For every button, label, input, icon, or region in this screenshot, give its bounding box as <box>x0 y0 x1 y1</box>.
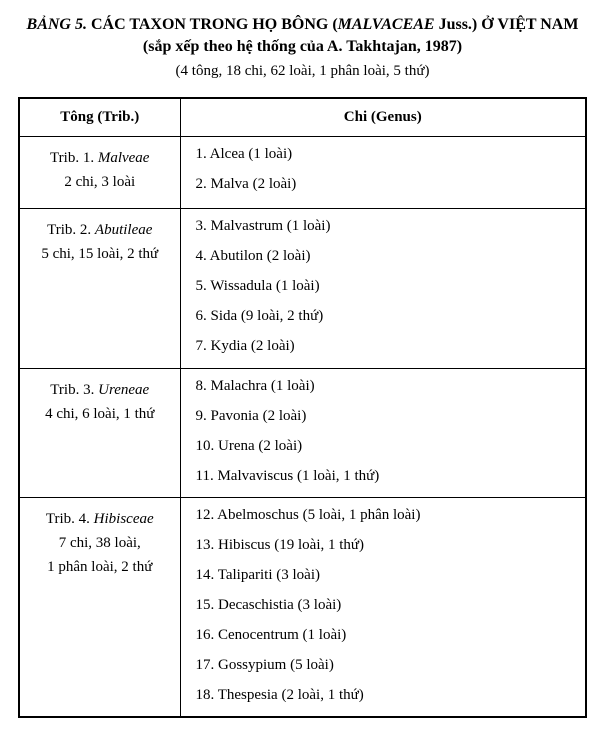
genus-column-header: Chi (Genus) <box>180 98 586 136</box>
table-row-hibisceae <box>19 497 586 717</box>
genus-cell <box>180 368 586 497</box>
caption-summary: (4 tông, 18 chi, 62 loài, 1 phân loài, 5 thứ) <box>175 63 430 79</box>
genus-item: 4. Abutilon (2 loài) <box>195 247 311 264</box>
caption-line-1 <box>0 13 605 36</box>
tribe-cell <box>19 208 180 368</box>
tribe-name: Malveae <box>97 149 150 166</box>
tribe-column-header: Tông (Trib.) <box>19 98 180 136</box>
genus-item: 1. Alcea (1 loài) <box>195 145 293 162</box>
genus-cell <box>180 208 586 368</box>
genus-item: 17. Gossypium (5 loài) <box>195 656 334 673</box>
genus-item: 16. Cenocentrum (1 loài) <box>195 626 347 643</box>
caption-subtitle: (sắp xếp theo hệ thống của A. Takhtajan, 1987) <box>142 38 463 55</box>
tribe-cell <box>19 497 180 717</box>
genus-item: 15. Decaschistia (3 loài) <box>195 596 342 613</box>
taxon-table <box>18 97 587 718</box>
genus-item: 10. Urena (2 loài) <box>195 437 303 454</box>
genus-cell <box>180 497 586 717</box>
genus-item: 18. Thespesia (2 loài, 1 thứ) <box>195 686 364 703</box>
caption-table-number: BẢNG 5. <box>26 16 87 33</box>
tribe-label-prefix: Trib. 2. <box>47 221 95 238</box>
genus-item: 13. Hibiscus (19 loài, 1 thứ) <box>195 536 365 553</box>
tribe-label <box>21 378 179 402</box>
genus-cell <box>180 136 586 208</box>
tribe-stats-line: 5 chi, 15 loài, 2 thứ <box>41 245 159 262</box>
tribe-label-prefix: Trib. 4. <box>45 510 94 527</box>
tribe-stats-line: 7 chi, 38 loài, <box>58 534 141 551</box>
tribe-stats-line: 4 chi, 6 loài, 1 thứ <box>45 405 155 422</box>
tribe-label <box>21 218 179 242</box>
genus-item: 2. Malva (2 loài) <box>195 175 297 192</box>
genus-item: 6. Sida (9 loài, 2 thứ) <box>195 307 324 324</box>
caption-title-suffix: Juss.) Ở VIỆT NAM <box>434 16 579 33</box>
genus-item: 3. Malvastrum (1 loài) <box>195 217 331 234</box>
table-row-malveae <box>19 136 586 208</box>
genus-item: 12. Abelmoschus (5 loài, 1 phân loài) <box>195 506 421 523</box>
tribe-label <box>21 507 179 531</box>
caption-title-text: CÁC TAXON TRONG HỌ BÔNG ( <box>86 16 338 33</box>
tribe-name: Abutileae <box>94 221 153 238</box>
table-row-abutileae <box>19 208 586 368</box>
tribe-label <box>21 146 179 170</box>
tribe-stats-line: 1 phân loài, 2 thứ <box>47 558 153 575</box>
tribe-cell <box>19 368 180 497</box>
tribe-label-prefix: Trib. 3. <box>50 381 99 398</box>
genus-item: 8. Malachra (1 loài) <box>195 377 315 394</box>
tribe-cell <box>19 136 180 208</box>
genus-item: 14. Talipariti (3 loài) <box>195 566 320 583</box>
tribe-stats-line: 2 chi, 3 loài <box>64 173 136 190</box>
tribe-name: Ureneae <box>98 381 150 398</box>
genus-item: 5. Wissadula (1 loài) <box>195 277 320 294</box>
tribe-name: Hibisceae <box>93 510 154 527</box>
genus-item: 11. Malvaviscus (1 loài, 1 thứ) <box>195 467 380 484</box>
header-row <box>19 98 586 136</box>
table-caption <box>0 0 605 82</box>
tribe-label-prefix: Trib. 1. <box>50 149 98 166</box>
genus-item: 9. Pavonia (2 loài) <box>195 407 307 424</box>
table-row-ureneae <box>19 368 586 497</box>
caption-family-name: MALVACEAE <box>337 16 435 33</box>
genus-item: 7. Kydia (2 loài) <box>195 337 295 354</box>
